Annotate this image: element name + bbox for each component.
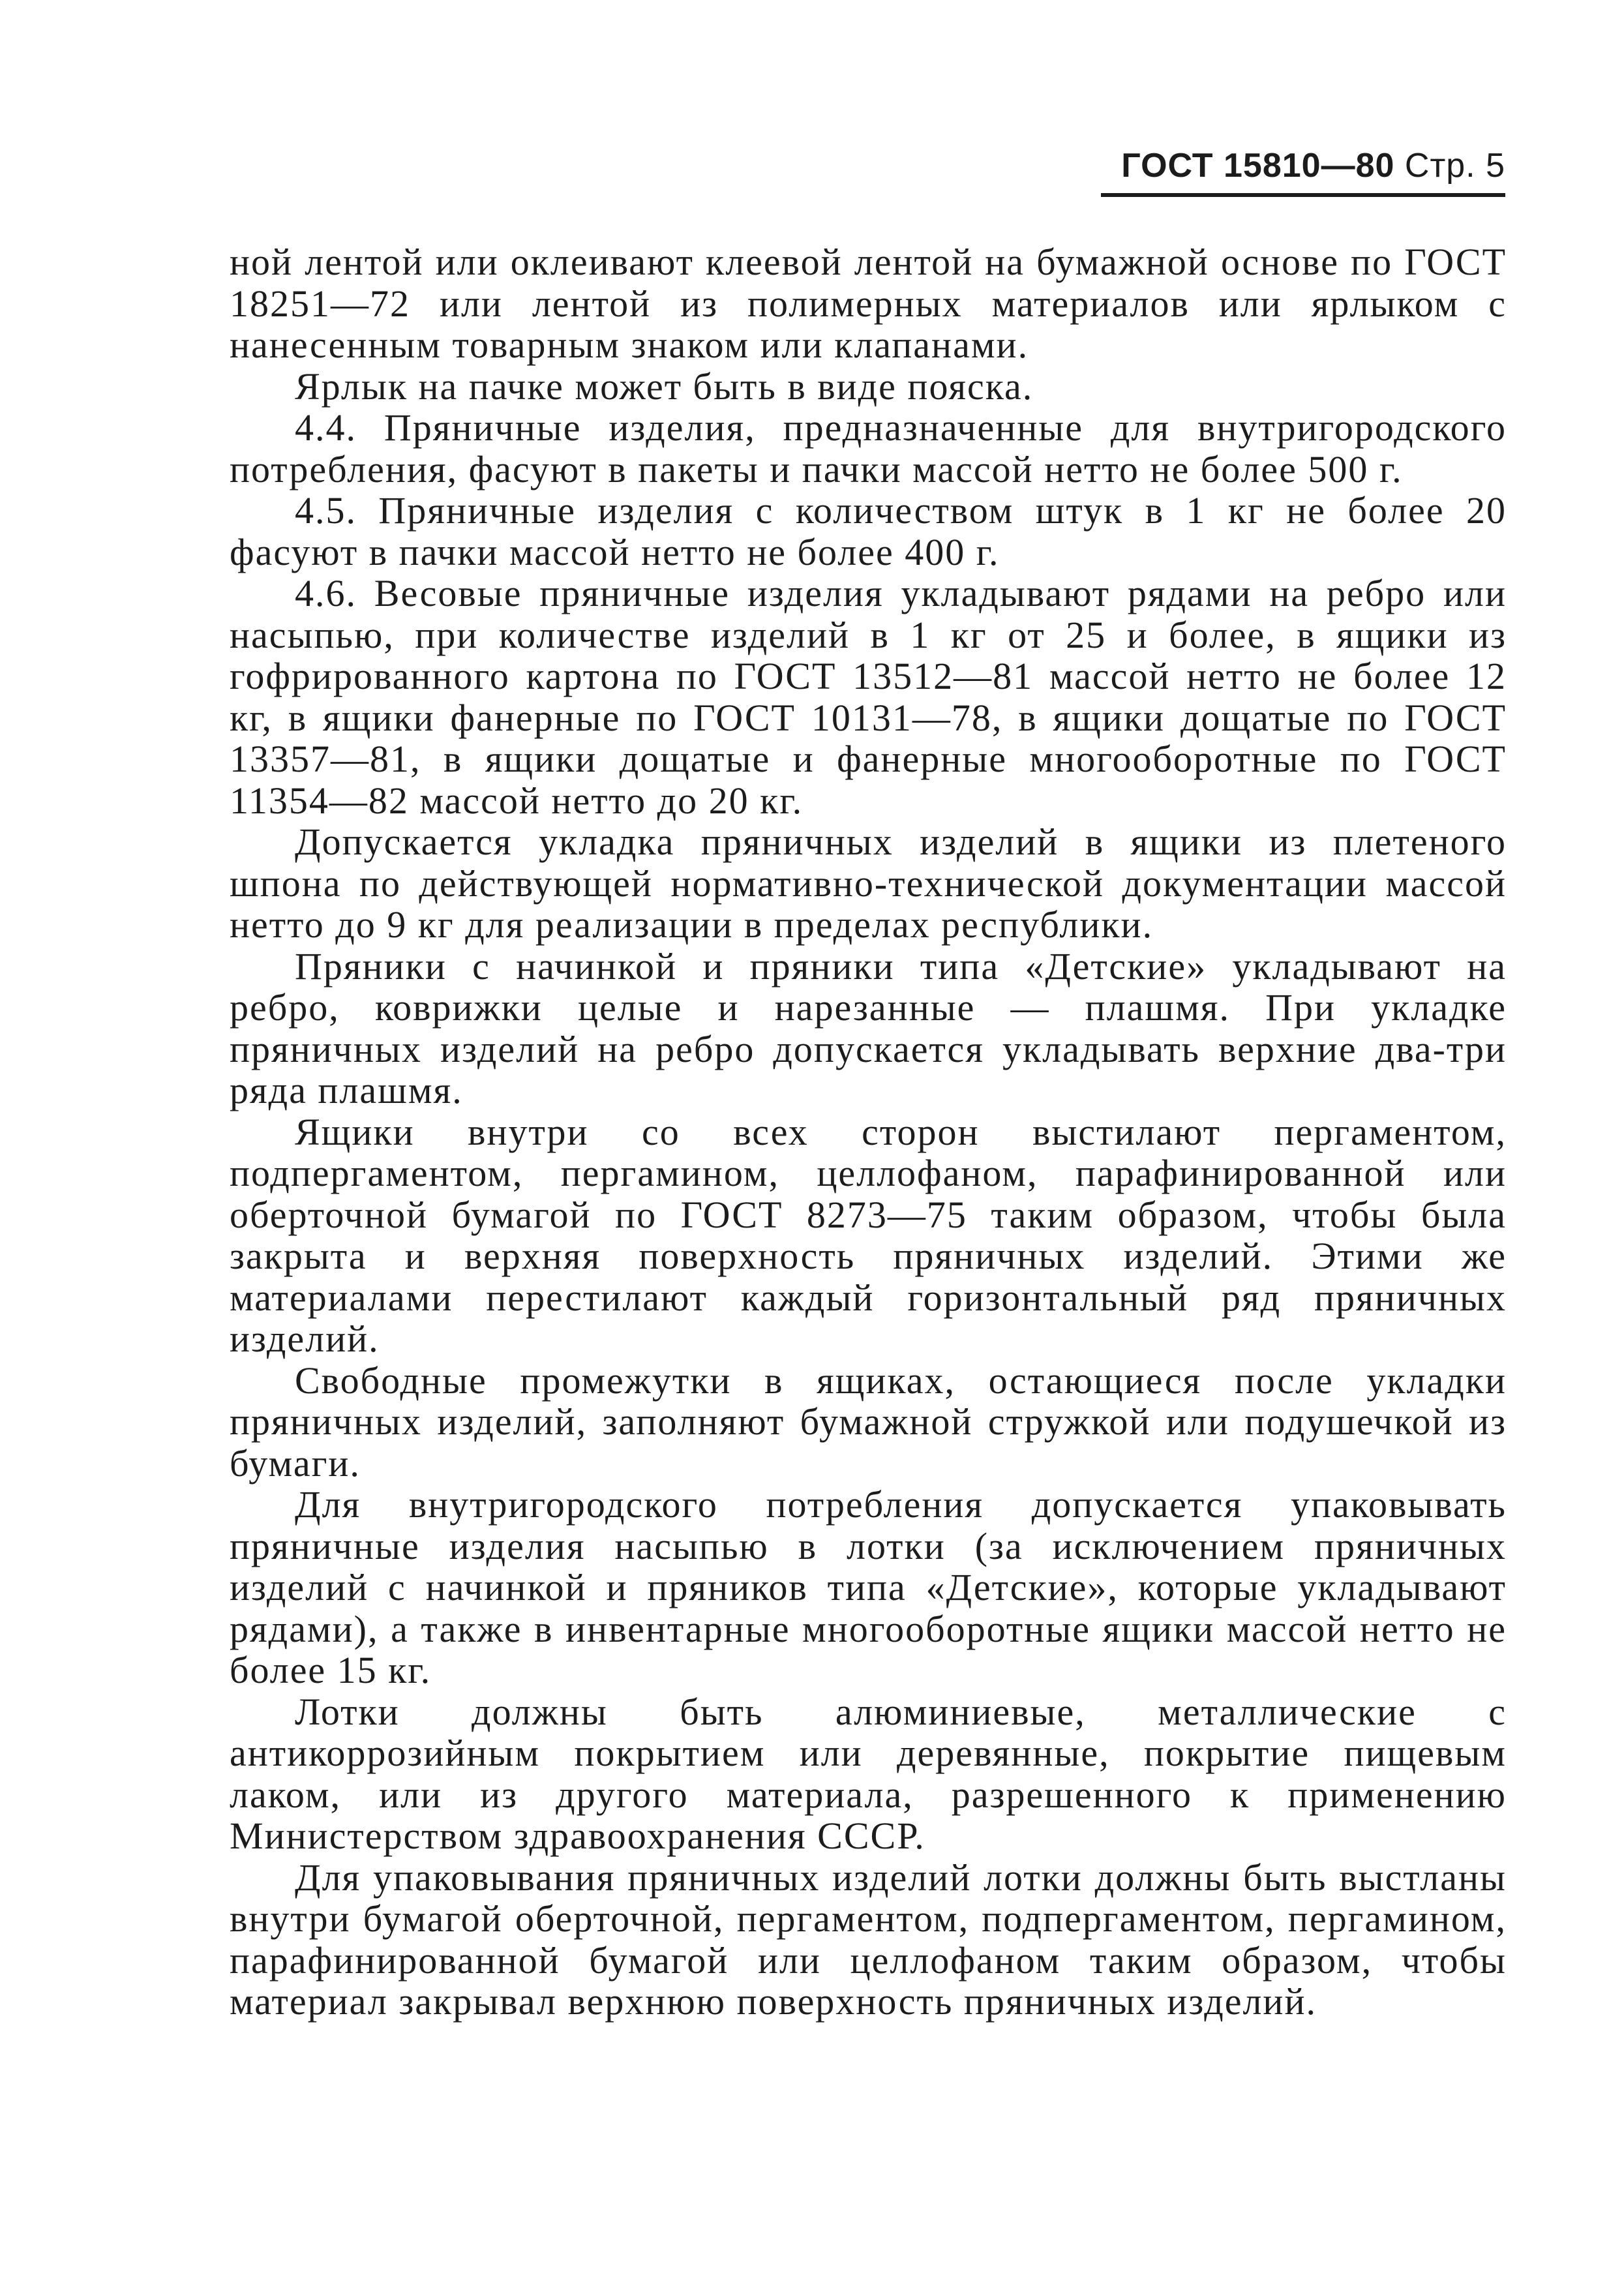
document-body	[230, 241, 1507, 2023]
paragraph-tray-materials: Лотки должны быть алюминиевые, металлические с антикоррозийным покрытием или деревянные, покрытие пищевым лаком, или из другого материала, разрешенного к применению Министерством здравоохранения СССР.	[230, 1690, 1507, 1857]
paragraph-continuation: ной лентой или оклеивают клеевой лентой на бумажной основе по ГОСТ 18251—72 или лентой из полимерных материалов или ярлыком с нанесенным товарным знаком или клапанами.	[230, 241, 1507, 366]
header-rule	[1101, 193, 1505, 197]
paragraph-box-lining: Ящики внутри со всех сторон выстилают пергаментом, подпергаментом, пергамином, целлофаном, парафинированной или оберточной бумагой по ГОСТ 8273—75 таким образом, чтобы была закрыта и верхняя поверхность пряничных изделий. Этими же материалами перестилают каждый горизонтальный ряд пряничных изделий.	[230, 1110, 1507, 1360]
standard-number: ГОСТ 15810—80	[1121, 147, 1395, 185]
paragraph-4-6: 4.6. Весовые пряничные изделия укладывают рядами на ребро или насыпью, при количестве изделий в 1 кг от 25 и более, в ящики из гофрированного картона по ГОСТ 13512—81 массой нетто не более 12 кг, в ящики фанерные по ГОСТ 10131—78, в ящики дощатые по ГОСТ 13357—81, в ящики дощатые и фанерные многооборотные по ГОСТ 11354—82 массой нетто до 20 кг.	[230, 572, 1507, 822]
page-header	[1101, 149, 1505, 183]
page-number: Стр. 5	[1404, 147, 1505, 185]
paragraph-trays: Для внутригородского потребления допускается упаковывать пряничные изделия насыпью в лотки (за исключением пряничных изделий с начинкой и пряников типа «Детские», которые укладывают рядами), а также в инвентарные многооборотные ящики массой нетто не более 15 кг.	[230, 1483, 1507, 1691]
paragraph-stuffed-gingerbread: Пряники с начинкой и пряники типа «Детские» укладывают на ребро, коврижки целые и нарезанные — плашмя. При укладке пряничных изделий на ребро допускается укладывать верхние два-три ряда плашмя.	[230, 944, 1507, 1111]
paragraph-veneer-boxes: Допускается укладка пряничных изделий в ящики из плетеного шпона по действующей нормативно-технической документации массой нетто до 9 кг для реализации в пределах республики.	[230, 821, 1507, 946]
paragraph-tray-lining: Для упаковывания пряничных изделий лотки должны быть выстланы внутри бумагой оберточной, пергаментом, подпергаментом, пергамином, парафинированной бумагой или целлофаном таким образом, чтобы материал закрывал верхнюю поверхность пряничных изделий.	[230, 1856, 1507, 2023]
paragraph-label-belt: Ярлык на пачке может быть в виде пояска.	[295, 365, 1034, 408]
paragraph-4-5: 4.5. Пряничные изделия с количеством штук в 1 кг не более 20 фасуют в пачки массой нетто не более 400 г.	[230, 489, 1507, 573]
paragraph-4-4: 4.4. Пряничные изделия, предназначенные для внутригородского потребления, фасуют в пакеты и пачки массой нетто не более 500 г.	[230, 406, 1507, 490]
paragraph-free-spaces: Свободные промежутки в ящиках, остающиеся после укладки пряничных изделий, заполняют бумажной стружкой или подушечкой из бумаги.	[230, 1359, 1507, 1485]
